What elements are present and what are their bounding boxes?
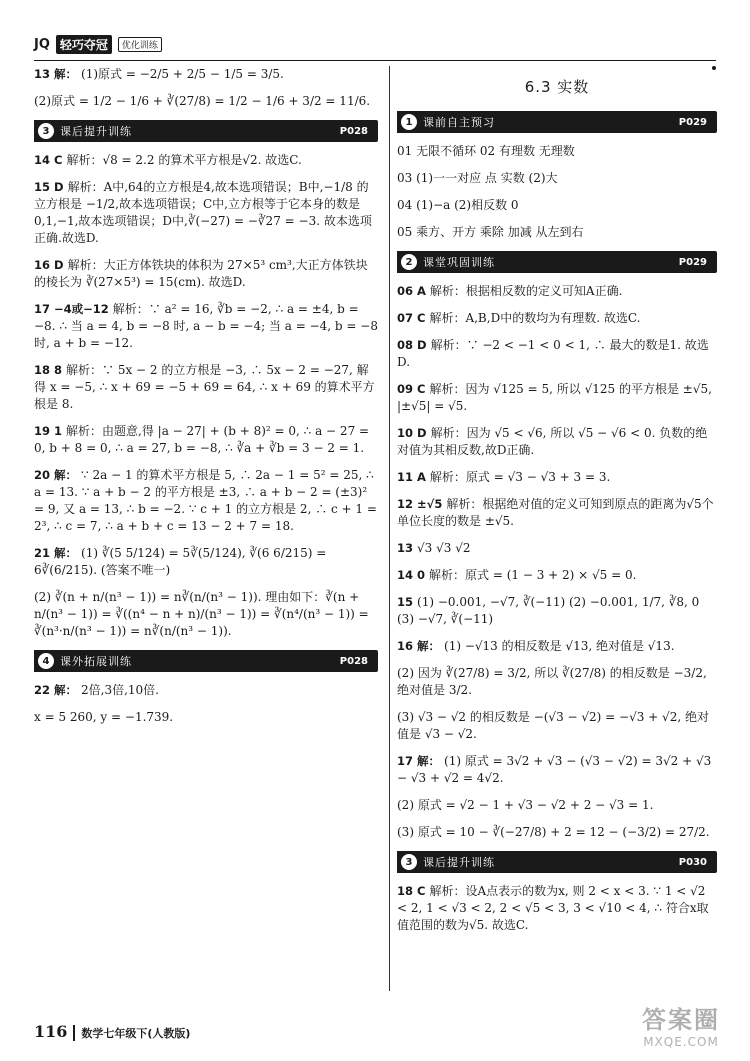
answer-label: 07 C xyxy=(397,311,426,325)
answer-row xyxy=(34,66,378,83)
banner-title: 课后提升训练 xyxy=(60,125,132,138)
answer-row xyxy=(34,545,378,579)
answer-text: 解析：根据绝对值的定义可知到原点的距离为√5个单位长度的数是 ±√5. xyxy=(397,497,714,528)
answer-text: x = 5 260, y = −1.739. xyxy=(34,710,174,724)
answer-label: 10 D xyxy=(397,426,427,440)
answer-text: 解析：原式 = (1 − 3 + 2) × √5 = 0. xyxy=(429,568,637,582)
answer-text: 01 无限不循环 02 有理数 无理数 xyxy=(397,144,575,158)
answer-label: 16 解： xyxy=(397,639,441,653)
watermark-logo xyxy=(642,1000,720,1049)
answer-row xyxy=(34,682,378,699)
brand-logo: JQ xyxy=(34,36,50,52)
banner-extension-l4 xyxy=(34,650,378,672)
answer-text: √3 √3 √2 xyxy=(417,541,471,555)
page-footer xyxy=(34,1022,190,1041)
answer-label: 11 A xyxy=(397,470,426,484)
answer-row xyxy=(34,589,378,640)
answer-row xyxy=(397,540,717,557)
banner-page-ref: P028 xyxy=(339,125,368,137)
answer-text: (1) ∛(5 5/124) = 5∛(5/124), ∛(6 6/215) = 6∛(6/215). (答案不唯一) xyxy=(34,546,327,577)
answer-text: 04 (1)−a (2)相反数 0 xyxy=(397,198,519,212)
answer-text: 解析：根据相反数的定义可知A正确. xyxy=(429,284,623,298)
answer-row xyxy=(397,665,717,699)
answer-row xyxy=(397,797,717,814)
banner-title: 课前自主预习 xyxy=(423,116,495,129)
page-number: 116 xyxy=(34,1022,68,1041)
answer-row xyxy=(397,883,717,934)
answer-text: (1) −√13 的相反数是 √13, 绝对值是 √13. xyxy=(444,639,675,653)
banner-title: 课后提升训练 xyxy=(423,856,495,869)
answer-label: 12 ±√5 xyxy=(397,497,443,511)
answer-text: 解析：√8 = 2.2 的算术平方根是√2. 故选C. xyxy=(66,153,302,167)
answer-label: 17 −4或−12 xyxy=(34,302,109,316)
answer-row xyxy=(397,594,717,628)
answer-row xyxy=(34,709,378,726)
answer-row xyxy=(34,152,378,169)
answer-row xyxy=(397,337,717,371)
book-title: 数学七年级下(人教版) xyxy=(73,1025,190,1041)
banner-page-ref: P028 xyxy=(339,655,368,667)
watermark-main: 答案圈 xyxy=(642,1006,720,1034)
answer-text: 2倍,3倍,10倍. xyxy=(81,683,159,697)
answer-row xyxy=(34,362,378,413)
banner-number: 4 xyxy=(38,653,54,669)
answer-text: 解析：因为 √125 = 5, 所以 √125 的平方根是 ±√5, |±√5| = √5. xyxy=(397,382,712,413)
answer-text: 解析：∵ 5x − 2 的立方根是 −3, ∴ 5x − 2 = −27, 解得 x = −5, ∴ x + 69 = −5 + 69 = 64, ∴ x + 69 的算术平方根是 8. xyxy=(34,363,375,411)
answer-row xyxy=(397,638,717,655)
banner-homework-r3 xyxy=(397,851,717,873)
banner-page-ref: P029 xyxy=(678,256,707,268)
answer-text: (1)原式 = −2/5 + 2/5 − 1/5 = 3/5. xyxy=(81,67,284,81)
answer-text: (3) 原式 = 10 − ∛(−27/8) + 2 = 12 − (−3/2) = 27/2. xyxy=(397,825,710,839)
watermark-sub: MXQE.COM xyxy=(643,1035,719,1049)
answer-row xyxy=(397,224,717,241)
left-column xyxy=(34,66,378,736)
banner-number: 2 xyxy=(401,254,417,270)
banner-number: 3 xyxy=(401,854,417,870)
answer-text: (1) 原式 = 3√2 + √3 − (√3 − √2) = 3√2 + √3 − √3 + √2 = 4√2. xyxy=(397,754,712,785)
answer-label: 22 解： xyxy=(34,683,78,697)
answer-text: (3) √3 − √2 的相反数是 −(√3 − √2) = −√3 + √2, 绝对值是 √3 − √2. xyxy=(397,710,709,741)
answer-row xyxy=(397,310,717,327)
answer-label: 15 D xyxy=(34,180,64,194)
answer-row xyxy=(397,496,717,530)
banner-title: 课外拓展训练 xyxy=(60,655,132,668)
banner-title: 课堂巩固训练 xyxy=(423,256,495,269)
answer-label: 17 解： xyxy=(397,754,441,768)
answer-text: 解析：∵ −2 < −1 < 0 < 1, ∴ 最大的数是1. 故选D. xyxy=(397,338,709,369)
banner-preview-r1 xyxy=(397,111,717,133)
banner-classwork-r2 xyxy=(397,251,717,273)
answer-label: 14 C xyxy=(34,153,63,167)
right-column xyxy=(397,66,717,944)
answer-label: 18 C xyxy=(397,884,426,898)
answer-label: 18 8 xyxy=(34,363,63,377)
answer-label: 06 A xyxy=(397,284,426,298)
answer-text: 解析：大正方体铁块的体积为 27×5³ cm³,大正方体铁块的棱长为 ∛(27×5³) = 15(cm). 故选D. xyxy=(34,258,368,289)
answer-label: 13 解： xyxy=(34,67,78,81)
section-title: 6.3 实数 xyxy=(524,78,590,96)
answer-row xyxy=(34,179,378,247)
answer-label: 15 xyxy=(397,595,414,609)
banner-number: 3 xyxy=(38,123,54,139)
answer-row xyxy=(397,824,717,841)
brand-subtitle: 优化训练 xyxy=(118,37,162,52)
answer-label: 16 D xyxy=(34,258,64,272)
brand-header xyxy=(34,34,162,54)
answer-row xyxy=(34,257,378,291)
answer-text: 解析：设A点表示的数为x, 则 2 < x < 3. ∵ 1 < √2 < 2, 1 < √3 < 2, 2 < √5 < 3, 3 < √10 < 4, ∴ 符合x取值范围的数为√5. 故选C. xyxy=(397,884,709,932)
answer-text: 解析：A,B,D中的数均为有理数. 故选C. xyxy=(429,311,641,325)
answer-row xyxy=(397,143,717,160)
answer-row xyxy=(397,283,717,300)
answer-row xyxy=(397,170,717,187)
answer-row xyxy=(397,197,717,214)
answer-text: 解析：因为 √5 < √6, 所以 √5 − √6 < 0. 负数的绝对值为其相反数,故D正确. xyxy=(397,426,708,457)
answer-text: 解析：∵ a² = 16, ∛b = −2, ∴ a = ±4, b = −8. ∴ 当 a = 4, b = −8 时, a − b = −4; 当 a = −4, b = −8 时, a + b = −12. xyxy=(34,302,378,350)
answer-text: 05 乘方、开方 乘除 加减 从左到右 xyxy=(397,225,584,239)
answer-row xyxy=(397,709,717,743)
answer-row xyxy=(397,753,717,787)
answer-text: (2)原式 = 1/2 − 1/6 + ∛(27/8) = 1/2 − 1/6 + 3/2 = 11/6. xyxy=(34,94,371,108)
answer-row xyxy=(397,469,717,486)
answer-row xyxy=(397,425,717,459)
answer-row xyxy=(34,423,378,457)
brand-name: 轻巧夺冠 xyxy=(56,35,112,54)
answer-text: (2) ∛(n + n/(n³ − 1)) = n∛(n/(n³ − 1)). 理由如下：∛(n + n/(n³ − 1)) = ∛((n⁴ − n + n)/(n³ − 1)) = ∛(n⁴/(n³ − 1)) = ∛(n³·n/(n³ − 1)) = n∛(n/(n³ − 1)). xyxy=(34,590,369,638)
answer-label: 13 xyxy=(397,541,414,555)
answer-text: 解析：A中,64的立方根是4,故本选项错误；B中,−1/8 的立方根是 −1/2,故本选项错误；C中,立方根等于它本身的数是0,1,−1,故本选项错误；D中,∛(−27) = −∛27 = −3. 故本选项正确.故选D. xyxy=(34,180,372,245)
banner-homework-l3 xyxy=(34,120,378,142)
answer-text: 解析：由题意,得 |a − 27| + (b + 8)² = 0, ∴ a − 27 = 0, b + 8 = 0, ∴ a = 27, b = −8, ∴ ∛a + ∛b = 3 − 2 = 1. xyxy=(34,424,370,455)
answer-label: 08 D xyxy=(397,338,427,352)
answer-row xyxy=(397,381,717,415)
answer-label: 14 0 xyxy=(397,568,426,582)
answer-text: 03 (1)一一对应 点 实数 (2)大 xyxy=(397,171,558,185)
banner-page-ref: P030 xyxy=(678,856,707,868)
answer-text: (2) 原式 = √2 − 1 + √3 − √2 + 2 − √3 = 1. xyxy=(397,798,654,812)
answer-label: 20 解： xyxy=(34,468,78,482)
answer-text: ∵ 2a − 1 的算术平方根是 5, ∴ 2a − 1 = 5² = 25, ∴ a = 13. ∵ a + b − 2 的平方根是 ±3, ∴ a + b − 2 = (±3)² = 9, 又 a = 13, ∴ b = −2. ∵ c + 1 的立方根是 2, ∴ c + 1 = 2³, ∴ c = 7, ∴ a + b + c = 13 − 2 + 7 = 18. xyxy=(34,468,377,533)
answer-text: (2) 因为 ∛(27/8) = 3/2, 所以 ∛(27/8) 的相反数是 −3/2, 绝对值是 3/2. xyxy=(397,666,707,697)
answer-label: 09 C xyxy=(397,382,426,396)
answer-row xyxy=(34,301,378,352)
column-divider xyxy=(389,66,390,991)
banner-number: 1 xyxy=(401,114,417,130)
answer-row xyxy=(34,467,378,535)
answer-label: 19 1 xyxy=(34,424,63,438)
answer-text: (1) −0.001, −√7, ∛(−11) (2) −0.001, 1/7, ∛8, 0 (3) −√7, ∛(−11) xyxy=(397,595,700,626)
answer-row xyxy=(34,93,378,110)
header-divider xyxy=(34,60,716,61)
answer-text: 解析：原式 = √3 − √3 + 3 = 3. xyxy=(429,470,611,484)
answer-row xyxy=(397,567,717,584)
banner-page-ref: P029 xyxy=(678,116,707,128)
answer-label: 21 解： xyxy=(34,546,78,560)
